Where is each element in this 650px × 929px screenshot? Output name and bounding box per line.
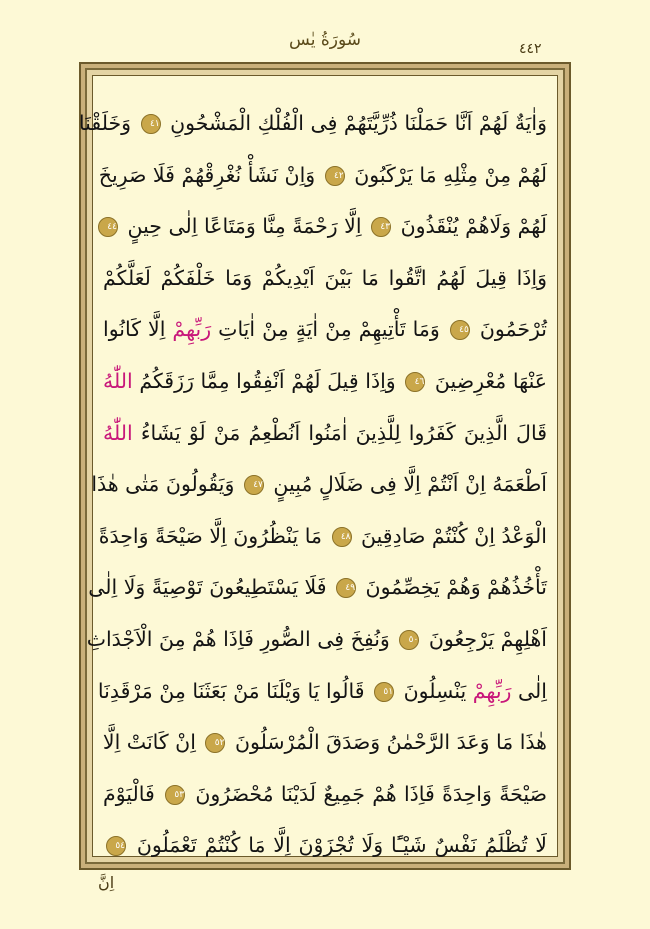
text-line bbox=[103, 356, 547, 408]
ayah-number-marker: ٥٢ bbox=[205, 733, 225, 753]
divine-name: اللّٰهُ bbox=[103, 420, 133, 445]
verse-text: صَيْحَةً وَاحِدَةً فَاِذَا هُمْ جَمِيعٌ لَدَيْنَا مُحْضَرُونَ bbox=[188, 781, 548, 806]
ayah-number-marker: ٤٦ bbox=[405, 372, 425, 392]
text-line bbox=[78, 98, 547, 150]
verse-text: اِلٰى bbox=[511, 678, 547, 703]
verse-text: اَهْلِهِمْ يَرْجِعُونَ bbox=[422, 626, 547, 651]
text-line bbox=[91, 459, 547, 511]
ayah-number-marker: ٤٧ bbox=[244, 475, 264, 495]
verse-text: وَاِنْ نَشَأْ نُغْرِقْهُمْ فَلَا صَرِيخَ bbox=[98, 162, 322, 187]
verse-text: وَنُفِخَ فِى الصُّورِ فَاِذَا هُمْ مِنَ الْاَجْدَاثِ bbox=[86, 626, 397, 651]
verse-text: الْوَعْدُ اِنْ كُنْتُمْ صَادِقِينَ bbox=[354, 523, 547, 548]
divine-name: رَبِّهِمْ bbox=[172, 317, 212, 342]
verse-text: لَهُمْ مِنْ مِثْلِهِ مَا يَرْكَبُونَ bbox=[347, 162, 547, 187]
text-line bbox=[103, 769, 547, 821]
verse-text: لَا تُظْلَمُ نَفْسٌ شَيْـًٔا وَلَا تُجْزَوْنَ اِلَّا مَا كُنْتُمْ تَعْمَلُونَ bbox=[129, 833, 547, 858]
text-line bbox=[103, 408, 547, 460]
ayah-number-marker: ٤٩ bbox=[336, 578, 356, 598]
text-line bbox=[98, 511, 547, 563]
verse-text: وَاِذَا قِيلَ لَهُمْ اَنْفِقُوا مِمَّا رَزَقَكُمُ bbox=[132, 368, 403, 393]
text-line bbox=[88, 562, 547, 614]
verse-text: لَهُمْ وَلَاهُمْ يُنْقَذُونَ bbox=[394, 214, 547, 239]
page-number: ٤٤٢ bbox=[519, 41, 542, 57]
ayah-number-marker: ٤٢ bbox=[325, 166, 345, 186]
verse-text: يَنْسِلُونَ bbox=[397, 678, 473, 703]
ornamental-frame bbox=[79, 62, 571, 870]
text-line bbox=[86, 614, 547, 666]
verse-text: قَالَ الَّذِينَ كَفَرُوا لِلَّذِينَ اٰمَنُوا اَنُطْعِمُ مَنْ لَوْ يَشَاءُ bbox=[132, 420, 547, 445]
ayah-number-marker: ٥٤ bbox=[106, 836, 126, 856]
ayah-number-marker: ٤٣ bbox=[371, 217, 391, 237]
verse-text: اِلَّا كَانُوا bbox=[103, 317, 173, 342]
verse-text: وَيَقُولُونَ مَتٰى هٰذَا bbox=[91, 472, 241, 497]
verse-text: تُرْحَمُونَ bbox=[472, 317, 548, 342]
surah-title: سُورَةُ يٰس bbox=[289, 30, 361, 50]
verse-text: وَمَا تَأْتِيهِمْ مِنْ اٰيَةٍ مِنْ اٰيَاتِ bbox=[211, 317, 447, 342]
text-panel bbox=[78, 75, 558, 858]
text-line bbox=[103, 820, 547, 872]
verse-text: وَخَلَقْنَا bbox=[78, 111, 138, 135]
verse-text: هٰذَا مَا وَعَدَ الرَّحْمٰنُ وَصَدَقَ الْمُرْسَلُونَ bbox=[228, 730, 547, 755]
text-line bbox=[103, 304, 547, 356]
ayah-number-marker: ٥٣ bbox=[165, 785, 185, 805]
verse-text: اِنْ كَانَتْ اِلَّا bbox=[102, 730, 203, 755]
verse-text: عَنْهَا مُعْرِضِينَ bbox=[428, 368, 547, 393]
ayah-number-marker: ٤٨ bbox=[332, 527, 352, 547]
text-line bbox=[98, 150, 547, 202]
verse-text: قَالُوا يَا وَيْلَنَا مَنْ بَعَثَنَا مِنْ مَرْقَدِنَا bbox=[97, 678, 372, 703]
verse-text: تَأْخُذُهُمْ وَهُمْ يَخِصِّمُونَ bbox=[359, 575, 547, 600]
ayah-number-marker: ٤٤ bbox=[98, 217, 118, 237]
frame-border bbox=[78, 68, 565, 864]
verse-text: فَلَا يَسْتَطِيعُونَ تَوْصِيَةً وَلَا اِلٰى bbox=[88, 575, 334, 600]
divine-name: رَبِّهِمْ bbox=[472, 678, 512, 703]
divine-name: اللّٰهُ bbox=[103, 368, 133, 393]
text-line bbox=[97, 666, 547, 718]
ayah-number-marker: ٤١ bbox=[141, 114, 161, 134]
ayah-number-marker: ٤٥ bbox=[450, 320, 470, 340]
quran-text bbox=[78, 98, 557, 858]
text-line bbox=[103, 201, 547, 253]
verse-text: وَاٰيَةٌ لَهُمْ اَنَّا حَمَلْنَا ذُرِّيَّتَهُمْ فِى الْفُلْكِ الْمَشْحُونِ bbox=[163, 111, 547, 135]
text-line bbox=[103, 717, 547, 769]
ayah-number-marker: ٥٠ bbox=[399, 630, 419, 650]
verse-text: اَطْعَمَهُ اِنْ اَنْتُمْ اِلَّا فِى ضَلَالٍ مُبِينٍ bbox=[266, 472, 547, 497]
ayah-number-marker: ٥١ bbox=[374, 682, 394, 702]
page-header bbox=[0, 0, 650, 62]
text-line bbox=[103, 253, 547, 305]
catchword: اِنَّ bbox=[98, 873, 115, 892]
verse-text: فَالْيَوْمَ bbox=[103, 781, 163, 806]
verse-text: وَاِذَا قِيلَ لَهُمُ اتَّقُوا مَا بَيْنَ اَيْدِيكُمْ وَمَا خَلْفَكُمْ لَعَلَّكُمْ bbox=[103, 265, 547, 290]
verse-text: مَا يَنْظُرُونَ اِلَّا صَيْحَةً وَاحِدَةً bbox=[98, 523, 329, 548]
verse-text: اِلَّا رَحْمَةً مِنَّا وَمَتَاعًا اِلٰى حِينٍ bbox=[120, 214, 369, 239]
